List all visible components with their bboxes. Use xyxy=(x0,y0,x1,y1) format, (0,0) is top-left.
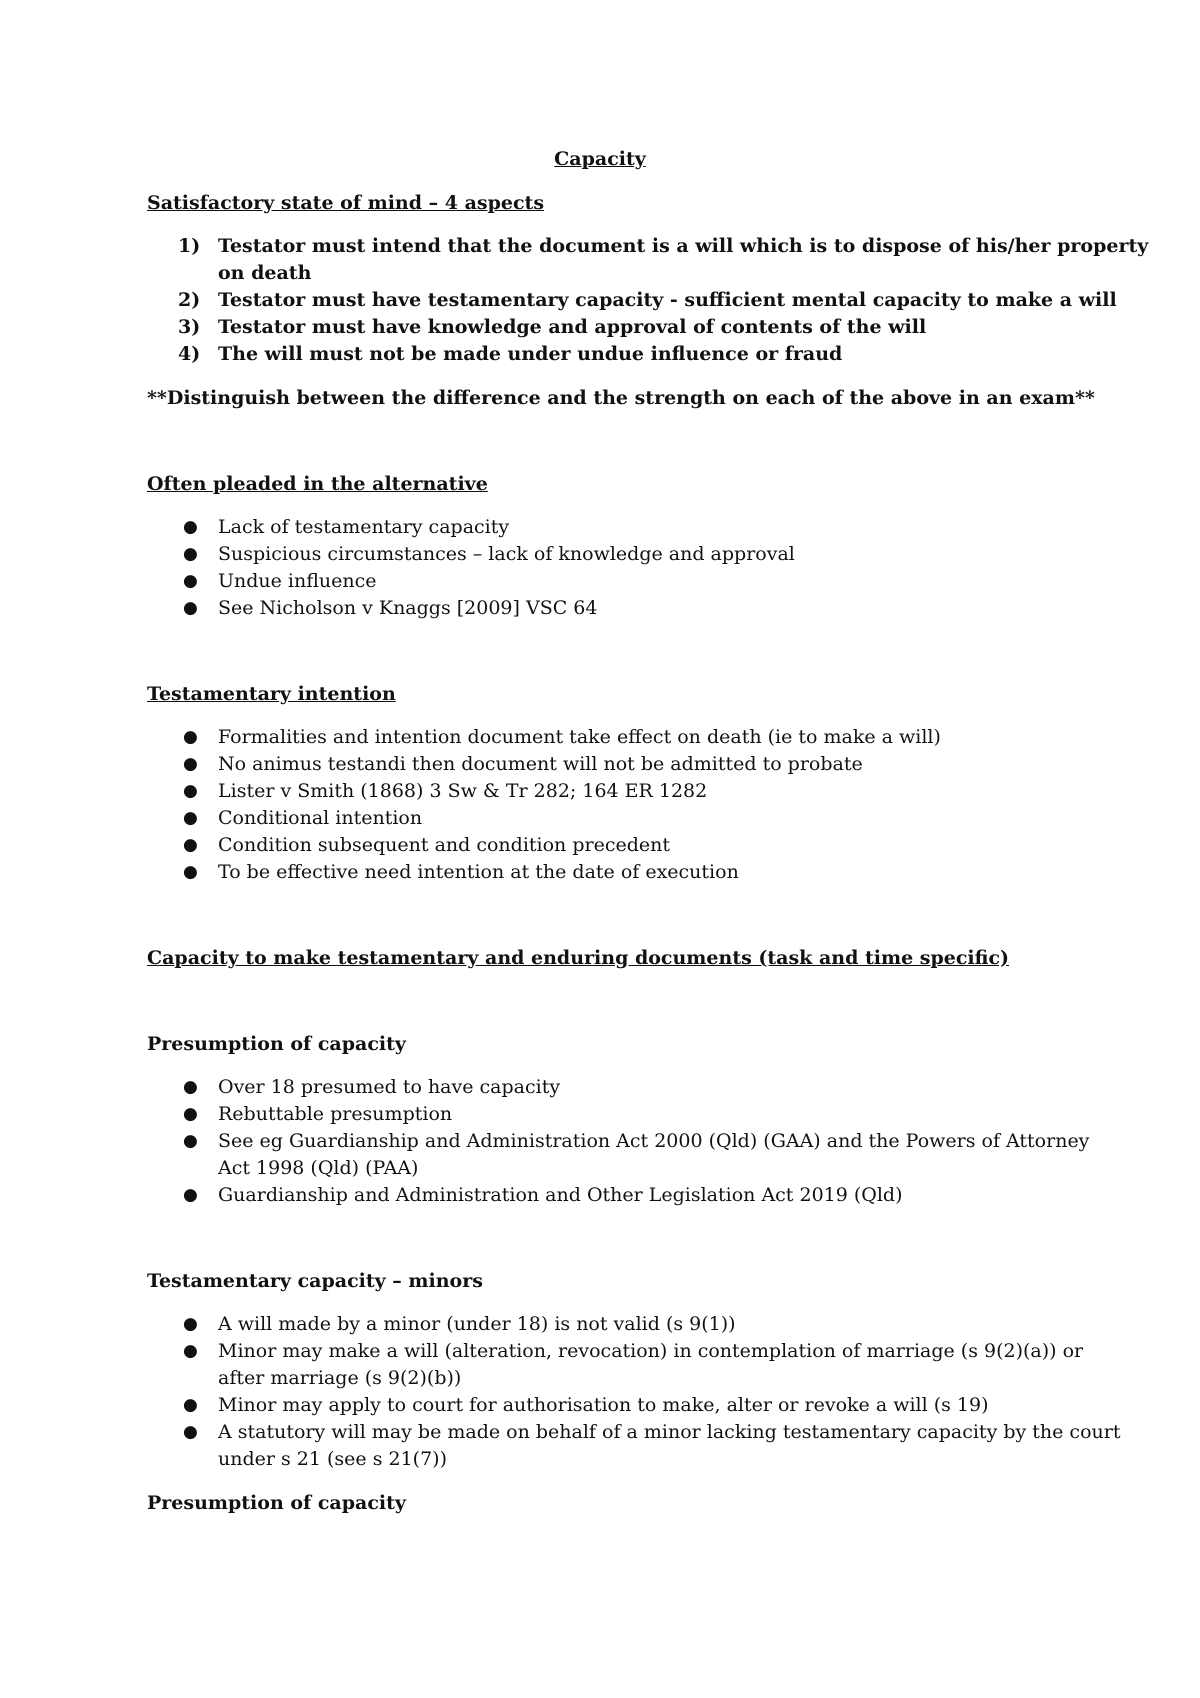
bullet-icon: ● xyxy=(183,808,198,828)
section-heading-state-of-mind: Satisfactory state of mind – 4 aspects xyxy=(147,192,545,214)
item-text-continued: after marriage (s 9(2)(b)) xyxy=(218,1367,462,1389)
bullet-icon: ● xyxy=(183,754,198,774)
item-text: Formalities and intention document take effect on death (ie to make a will) xyxy=(218,726,941,748)
item-text-continued: on death xyxy=(218,262,312,284)
section-heading-minors: Testamentary capacity – minors xyxy=(147,1270,483,1292)
bullet-icon: ● xyxy=(183,598,198,618)
item-text: Minor may apply to court for authorisation to make, alter or revoke a will (s 19) xyxy=(218,1394,989,1416)
bullet-icon: ● xyxy=(183,1314,198,1334)
bullet-icon: ● xyxy=(183,727,198,747)
bullet-icon: ● xyxy=(183,1395,198,1415)
bullet-icon: ● xyxy=(183,1077,198,1097)
item-text: The will must not be made under undue influence or fraud xyxy=(218,343,843,365)
item-text: A will made by a minor (under 18) is not valid (s 9(1)) xyxy=(218,1313,736,1335)
bullet-icon: ● xyxy=(183,862,198,882)
item-text: Suspicious circumstances – lack of knowledge and approval xyxy=(218,543,795,565)
bullet-icon: ● xyxy=(183,1341,198,1361)
item-text: Over 18 presumed to have capacity xyxy=(218,1076,561,1098)
section-heading-testamentary-intention: Testamentary intention xyxy=(147,683,396,705)
item-number: 1) xyxy=(178,235,201,257)
item-text: A statutory will may be made on behalf of a minor lacking testamentary capacity by the court xyxy=(218,1421,1121,1443)
bullet-icon: ● xyxy=(183,1131,198,1151)
document-title: Capacity xyxy=(554,148,646,170)
item-text: Rebuttable presumption xyxy=(218,1103,453,1125)
item-text: Condition subsequent and condition precedent xyxy=(218,834,670,856)
item-text: Undue influence xyxy=(218,570,377,592)
item-text: Testator must have testamentary capacity - sufficient mental capacity to make a will xyxy=(218,289,1117,311)
bullet-icon: ● xyxy=(183,571,198,591)
bullet-icon: ● xyxy=(183,1422,198,1442)
item-text: Testator must have knowledge and approval of contents of the will xyxy=(218,316,927,338)
item-text: Lack of testamentary capacity xyxy=(218,516,510,538)
bullet-icon: ● xyxy=(183,544,198,564)
item-text-continued: Act 1998 (Qld) (PAA) xyxy=(218,1157,419,1179)
item-text: Lister v Smith (1868) 3 Sw & Tr 282; 164 ER 1282 xyxy=(218,780,708,802)
item-text: To be effective need intention at the date of execution xyxy=(218,861,739,883)
item-text-continued: under s 21 (see s 21(7)) xyxy=(218,1448,447,1470)
item-text: Conditional intention xyxy=(218,807,423,829)
item-text: See Nicholson v Knaggs [2009] VSC 64 xyxy=(218,597,598,619)
bullet-icon: ● xyxy=(183,1104,198,1124)
item-text: Guardianship and Administration and Other Legislation Act 2019 (Qld) xyxy=(218,1184,903,1206)
section-heading-presumption-2: Presumption of capacity xyxy=(147,1492,406,1514)
item-number: 3) xyxy=(178,316,201,338)
bullet-icon: ● xyxy=(183,835,198,855)
item-text: No animus testandi then document will not be admitted to probate xyxy=(218,753,863,775)
item-text: Minor may make a will (alteration, revocation) in contemplation of marriage (s 9(2)(a)) or xyxy=(218,1340,1084,1362)
bullet-icon: ● xyxy=(183,1185,198,1205)
exam-note: **Distinguish between the difference and the strength on each of the above in an exam** xyxy=(147,387,1095,409)
item-text: Testator must intend that the document is a will which is to dispose of his/her property xyxy=(218,235,1149,257)
section-heading-capacity-documents: Capacity to make testamentary and enduring documents (task and time specific) xyxy=(147,947,1010,969)
section-heading-presumption: Presumption of capacity xyxy=(147,1033,406,1055)
bullet-icon: ● xyxy=(183,781,198,801)
item-number: 4) xyxy=(178,343,201,365)
item-number: 2) xyxy=(178,289,201,311)
bullet-icon: ● xyxy=(183,517,198,537)
section-heading-alternative: Often pleaded in the alternative xyxy=(147,473,488,495)
item-text: See eg Guardianship and Administration Act 2000 (Qld) (GAA) and the Powers of Attorney xyxy=(218,1130,1090,1152)
